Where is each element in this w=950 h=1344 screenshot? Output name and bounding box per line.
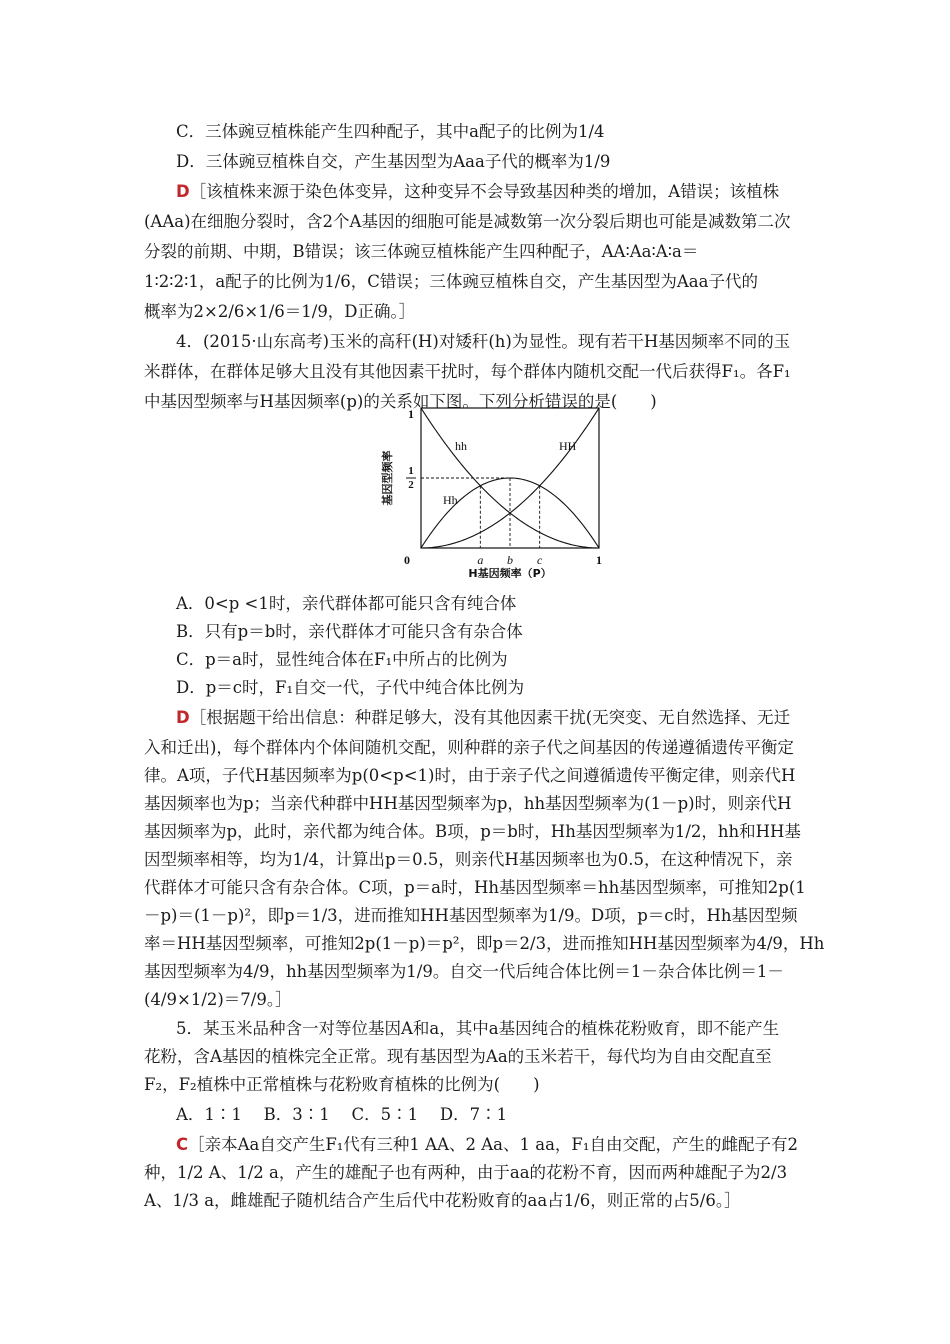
q3-explanation-line-1: D［该植株来源于染色体变异，这种变异不会导致基因种类的增加，A错误；该植株 xyxy=(176,182,780,201)
q5-explanation-line-3: A、1/3 a，雌雄配子随机结合产生后代中花粉败育的aa占1/6，则正常的占5/6。］ xyxy=(144,1191,741,1210)
q5-explanation-line-1: C［亲本Aa自交产生F₁代有三种1 AA、2 Aa、1 aa，F₁自由交配，产生的雌配子有2 xyxy=(176,1135,798,1154)
q4-option-b: B．只有p＝b时，亲代群体才可能只含有杂合体 xyxy=(176,622,523,641)
q3-option-d: D．三体豌豆植株自交，产生基因型为Aaa子代的概率为1/9 xyxy=(176,152,611,171)
q4-explanation-line-10: 基因型频率为4/9，hh基因型频率为1/9。自交一代后纯合体比例＝1－杂合体比例＝1－ xyxy=(144,962,784,981)
q3-explanation-line-4: 1∶2∶2∶1，a配子的比例为1/6，C错误；三体豌豆植株自交，产生基因型为Aaa子代的 xyxy=(144,272,758,291)
x-tick-a: a xyxy=(477,553,484,567)
q3-explanation-line-3: 分裂的前期、中期，B错误；该三体豌豆植株能产生四种配子，AA∶Aa∶A∶a＝ xyxy=(144,242,699,261)
q4-explanation-line-5: 基因频率为p，此时，亲代都为纯合体。B项，p＝b时，Hh基因型频率为1/2，hh和HH基 xyxy=(144,822,801,841)
q4-option-d: D．p＝c时，F₁自交一代，子代中纯合体比例为 xyxy=(176,678,525,697)
y-tick-1: 1 xyxy=(408,407,414,421)
q4-stem-line-3: 中基因型频率与H基因频率(p)的关系如下图。下列分析错误的是( ) xyxy=(144,392,657,411)
q4-explanation-line-7: 代群体才可能只含有杂合体。C项，p＝a时，Hh基因型频率＝hh基因型频率，可推知2p(1 xyxy=(144,878,806,897)
q4-option-c: C．p＝a时，显性纯合体在F₁中所占的比例为 xyxy=(176,650,508,669)
chart-labels-group xyxy=(380,407,602,578)
x-axis-label: H基因频率（P） xyxy=(468,567,552,578)
q4-explanation-line-4: 基因频率也为p；当亲代种群中HH基因型频率为p，hh基因型频率为(1－p)时，则亲代H xyxy=(144,794,792,813)
q3-explanation-line-5: 概率为2×2/6×1/6＝1/9，D正确。］ xyxy=(144,302,416,321)
series-label-hh: hh xyxy=(455,439,467,453)
q4-explanation-line-8: －p)＝(1－p)²，即p＝1/3，进而推知HH基因型频率为1/9。D项，p＝c时，Hh基因型频 xyxy=(144,906,798,925)
q4-answer: D xyxy=(176,708,190,727)
q4-explanation-line-1: D［根据题干给出信息：种群足够大，没有其他因素干扰(无突变、无自然选择、无迁 xyxy=(176,708,791,727)
reference-lines-group xyxy=(421,478,540,548)
q4-stem-line-1: 4．(2015·山东高考)玉米的高秆(H)对矮秆(h)为显性。现有若干H基因频率不同的玉 xyxy=(176,332,791,351)
q4-option-a: A．0<p <1时，亲代群体都可能只含有纯合体 xyxy=(176,594,517,613)
q4-stem-line-2: 米群体，在群体足够大且没有其他因素干扰时，每个群体内随机交配一代后获得F₁。各F₁ xyxy=(144,362,791,381)
genotype-frequency-chart xyxy=(375,406,610,578)
q5-explanation-line-2: 种，1/2 A、1/2 a，产生的雄配子也有两种，由于aa的花粉不育，因而两种雄配子为2/3 xyxy=(144,1163,788,1182)
q3-answer: D xyxy=(176,182,190,201)
x-tick-1: 1 xyxy=(596,553,602,567)
x-tick-c: c xyxy=(537,553,543,567)
series-label-Hh: Hh xyxy=(443,493,458,507)
q5-stem-line-1: 5．某玉米品种含一对等位基因A和a，其中a基因纯合的植株花粉败育，即不能产生 xyxy=(176,1019,780,1038)
series-label-HH: HH xyxy=(559,439,577,453)
q4-explanation-line-2: 入和迁出)，每个群体内个体间随机交配，则种群的亲子代之间基因的传递遵循遗传平衡定 xyxy=(144,738,794,757)
y-axis-label: 基因型频率 xyxy=(381,450,394,506)
y-tick-half-num: 1 xyxy=(408,465,414,477)
q3-option-c: C．三体豌豆植株能产生四种配子，其中a配子的比例为1/4 xyxy=(176,122,605,141)
x-tick-b: b xyxy=(507,553,513,567)
q5-answer: C xyxy=(176,1135,189,1154)
q4-explanation-line-11: (4/9×1/2)＝7/9。］ xyxy=(144,990,292,1009)
q3-explanation-line-2: (AAa)在细胞分裂时，含2个A基因的细胞可能是减数第一次分裂后期也可能是减数第二次 xyxy=(144,212,791,231)
q5-stem-line-2: 花粉，含A基因的植株完全正常。现有基因型为Aa的玉米若干，每代均为自由交配直至 xyxy=(144,1047,772,1066)
q5-stem-line-3: F₂，F₂植株中正常植株与花粉败育植株的比例为( ) xyxy=(144,1075,540,1094)
q5-options: A．1∶1 B．3∶1 C．5∶1 D．7∶1 xyxy=(176,1105,508,1124)
x-tick-0: 0 xyxy=(404,553,410,567)
y-tick-half-den: 2 xyxy=(408,479,414,491)
q4-explanation-line-9: 率＝HH基因型频率，可推知2p(1－p)＝p²，即p＝2/3，进而推知HH基因型频率为4/9，Hh xyxy=(144,934,825,953)
q4-explanation-line-3: 律。A项，子代H基因频率为p(0<p<1)时，由于亲子代之间遵循遗传平衡定律，则亲代H xyxy=(144,766,796,785)
q4-explanation-line-6: 因型频率相等，均为1/4，计算出p＝0.5，则亲代H基因频率也为0.5，在这种情况下，亲 xyxy=(144,850,793,869)
